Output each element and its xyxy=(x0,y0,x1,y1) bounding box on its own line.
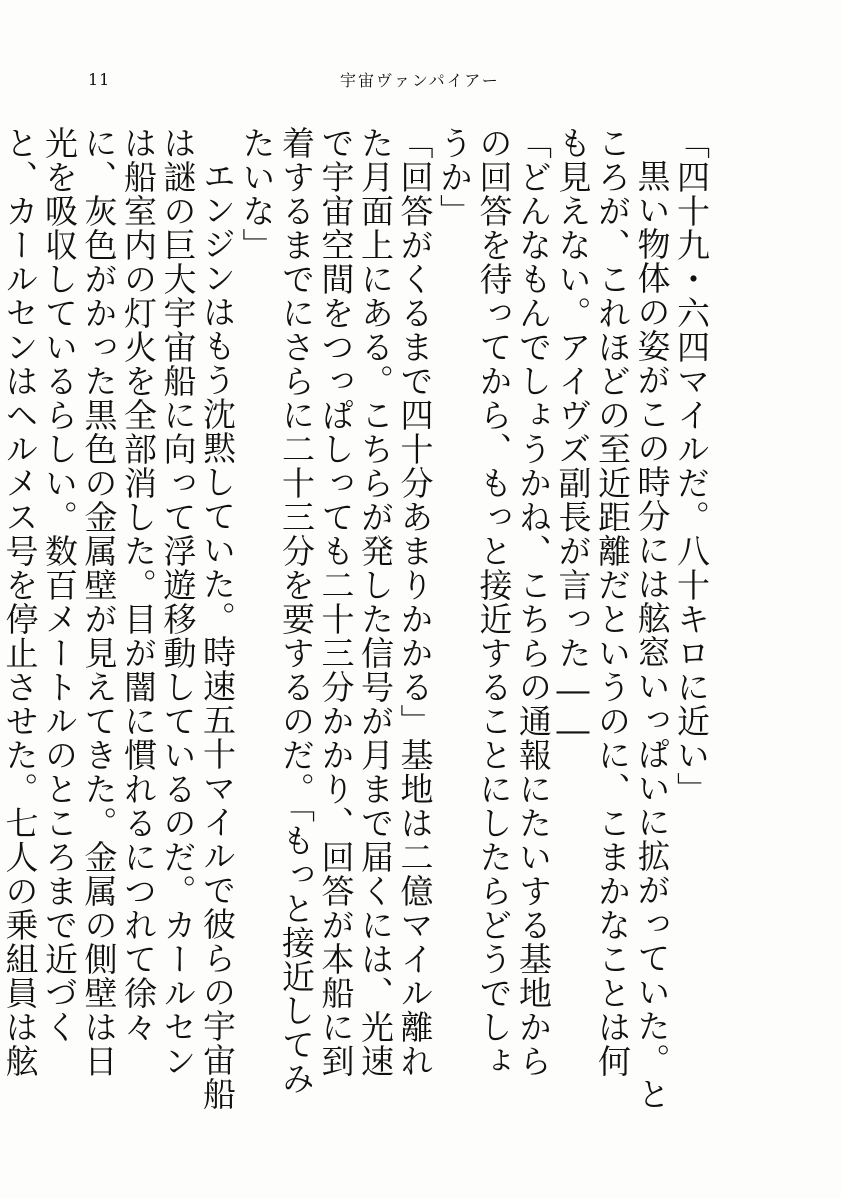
paragraph: エンジンはもう沈黙していた。時速五十マイルで彼らの宇宙船は謎の巨大宇宙船に向って浮遊移動しているのだ。カールセンは船室内の灯火を全部消した。目が闇に慣れるにつれて徐々に、灰色がかった黒色の金属壁が見えてきた。金属の側壁は日光を吸収しているらしい。数百メートルのところまで近づくと、カールセンはヘルメス号を停止させた。七人の乗組員は舷 xyxy=(0,126,237,1111)
paragraph: 「四十九・六四マイルだ。八十キロに近い」 xyxy=(672,126,711,806)
page-number: 11 xyxy=(88,70,111,89)
paragraph: 「回答がくるまで四十分あまりかかる」基地は二億マイル離れた月面上にある。こちらが発した信号が月まで届くには、光速で宇宙空間をつっぱしっても二十三分かかり、回答が本船に到着するまでにさらに二十三分を要するのだ。「もっと接近してみたいな」 xyxy=(237,126,435,1096)
running-header-title: 宇宙ヴァンパイアー xyxy=(340,71,500,90)
paragraph: 「どんなもんでしょうかね、こちらの通報にたいする基地からの回答を待ってから、もっと接近することにしたらどうでしょうか」 xyxy=(435,126,553,1078)
body-text xyxy=(0,126,711,1111)
paragraph: 黒い物体の姿がこの時分には舷窓いっぱいに拡がっていた。ところが、これほどの至近距離だというのに、こまかなことは何も見えない。アイヴズ副長が言った―― xyxy=(553,126,672,1111)
